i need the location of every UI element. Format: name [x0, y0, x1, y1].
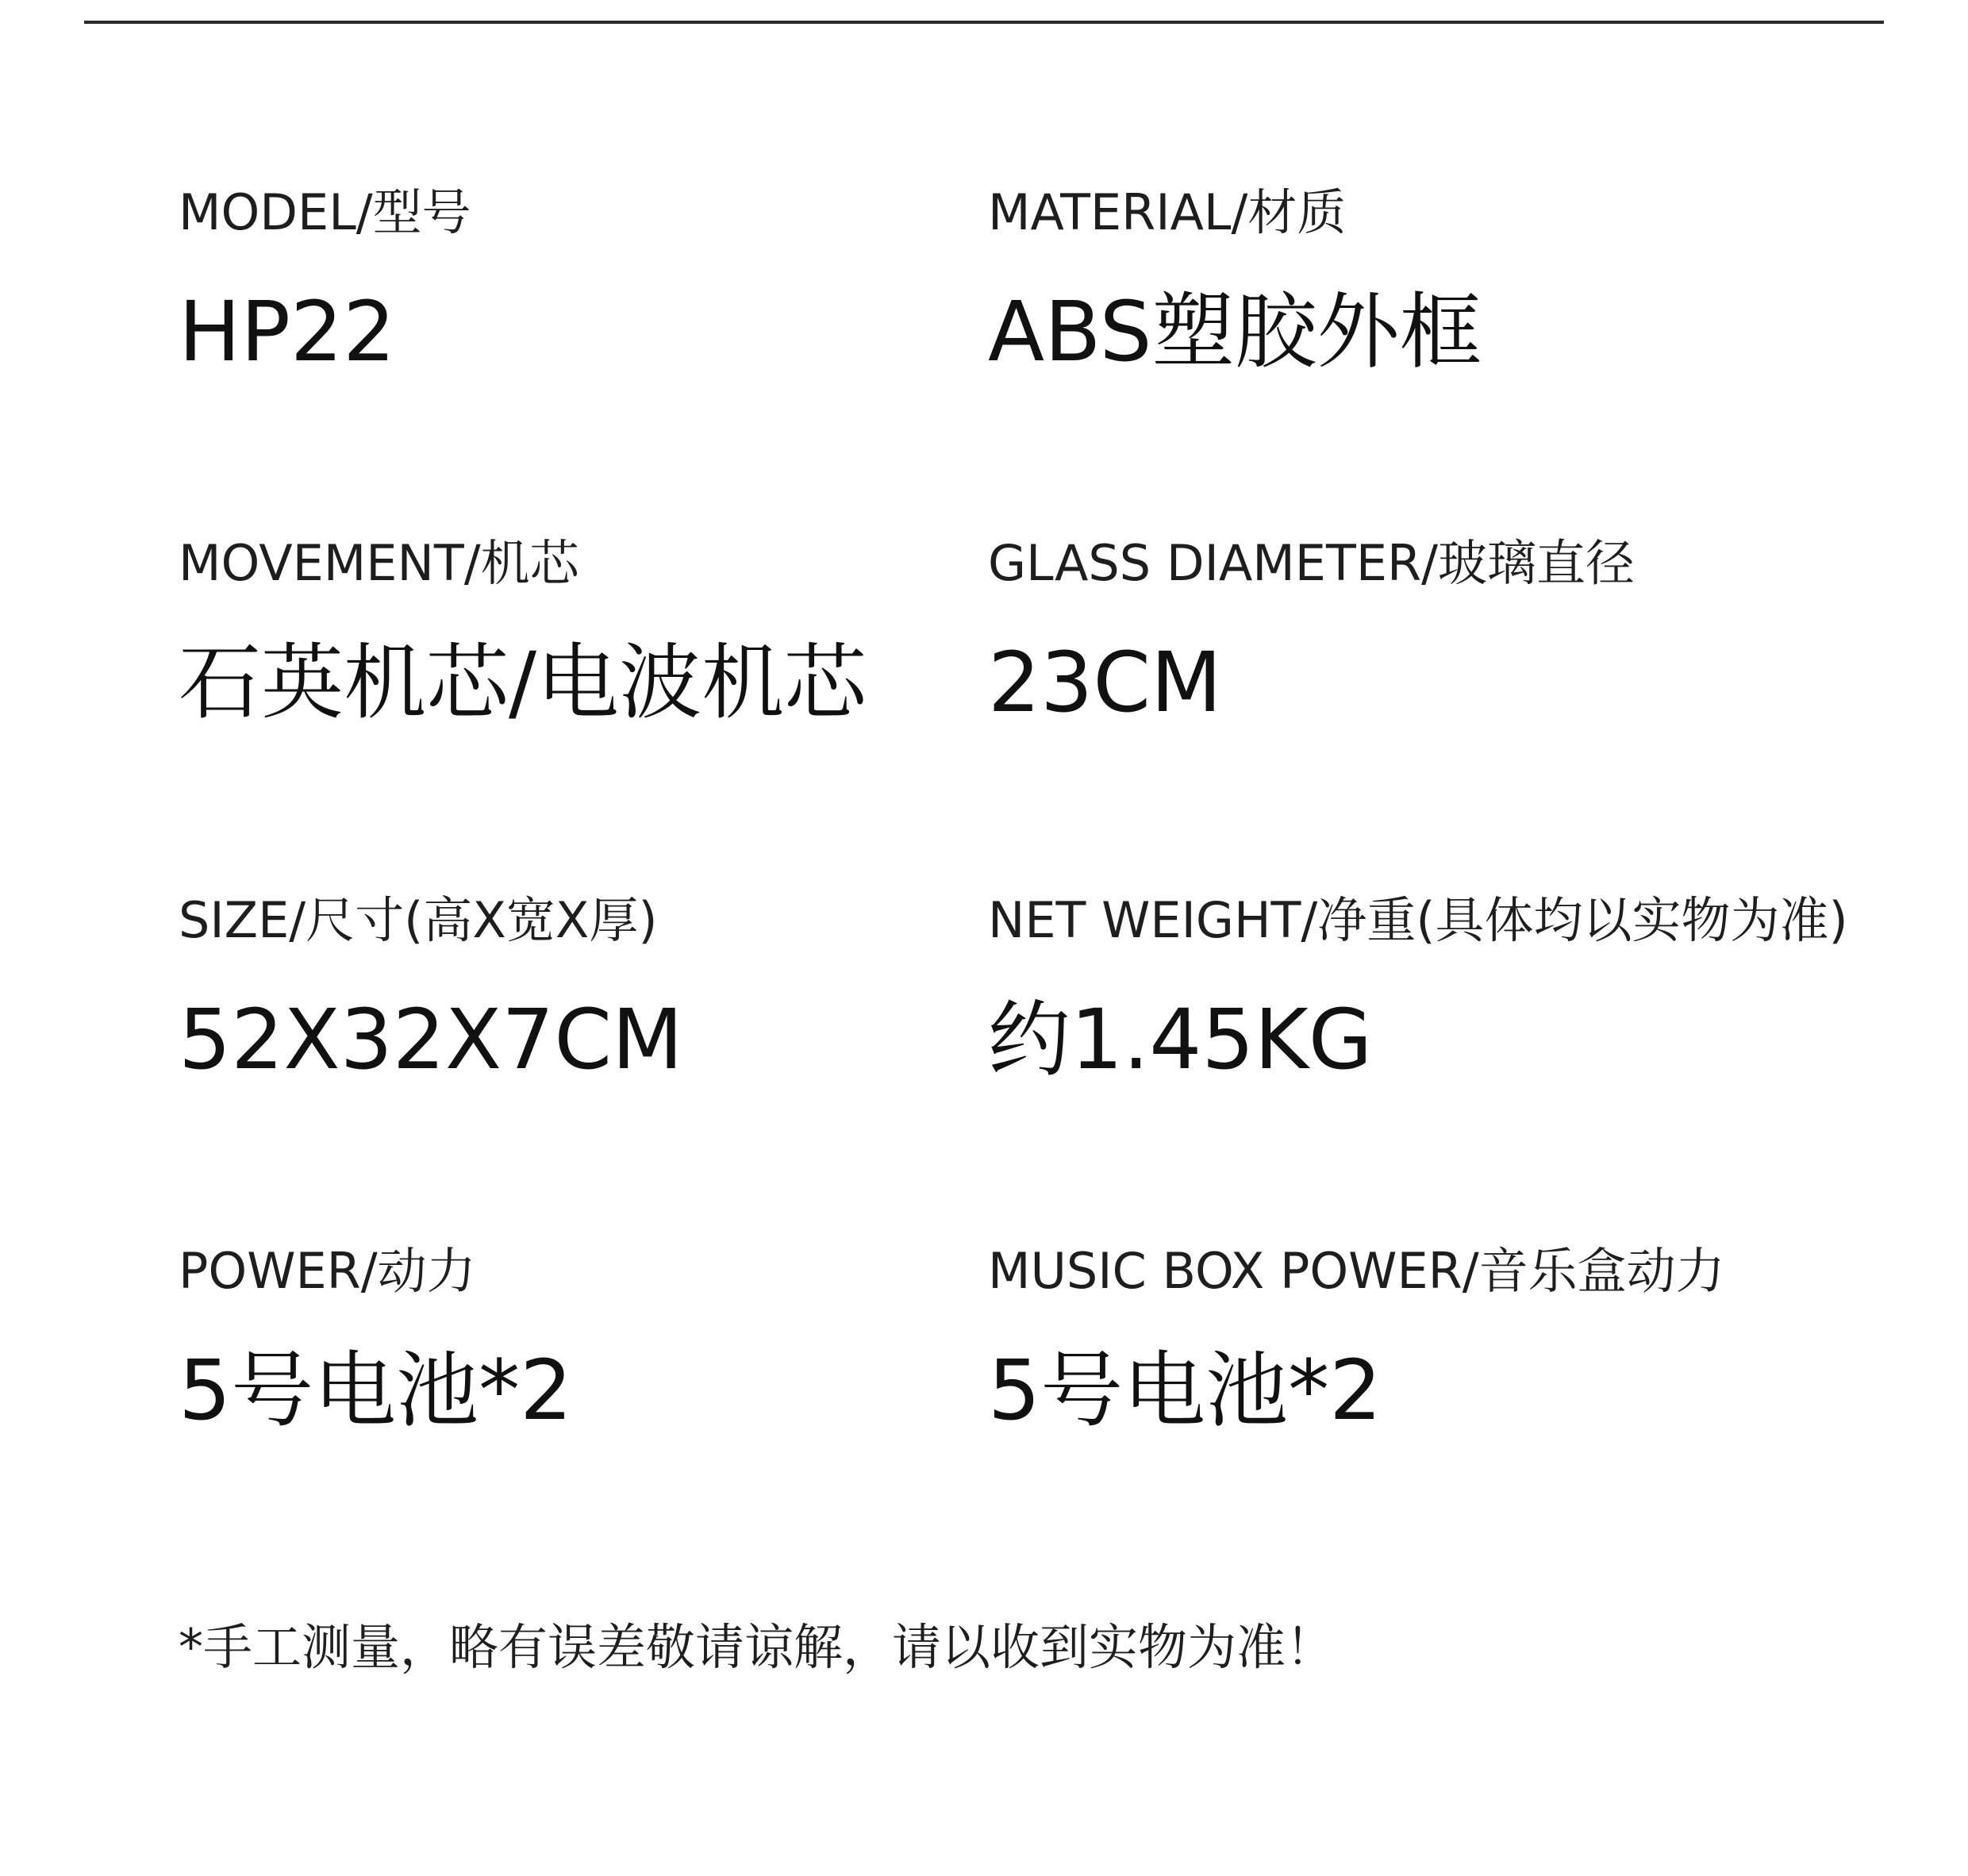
spec-glass-diameter [988, 533, 1782, 730]
spec-label: MODEL/型号 [179, 183, 471, 241]
spec-label: MUSIC BOX POWER/音乐盒动力 [988, 1242, 1725, 1300]
spec-net-weight [988, 890, 1848, 1088]
spec-label: POWER/动力 [179, 1242, 476, 1300]
spec-label: MATERIAL/材质 [988, 183, 1347, 241]
spec-value: HP22 [179, 283, 396, 380]
spec-size [179, 890, 972, 1087]
spec-label: GLASS DIAMETER/玻璃直径 [988, 534, 1635, 592]
spec-label: SIZE/尺寸(高X宽X厚) [179, 891, 658, 949]
spec-value: 石英机芯/电波机芯 [179, 634, 867, 731]
spec-power [179, 1241, 972, 1438]
spec-value: 约1.45KG [988, 991, 1373, 1088]
spec-material [988, 183, 1782, 379]
spec-value: 52X32X7CM [179, 991, 683, 1088]
spec-value: 5号电池*2 [988, 1342, 1382, 1439]
spec-music-box-power [988, 1241, 1782, 1438]
spec-value: 23CM [988, 634, 1222, 731]
spec-value: ABS塑胶外框 [988, 283, 1482, 380]
spec-movement [179, 533, 972, 730]
spec-value: 5号电池*2 [179, 1342, 573, 1439]
spec-label: NET WEIGHT/净重(具体均以实物为准) [988, 891, 1848, 949]
top-divider [84, 21, 1884, 24]
spec-model [179, 183, 972, 379]
spec-label: MOVEMENT/机芯 [179, 534, 579, 592]
measurement-footnote: *手工测量，略有误差敬请谅解，请以收到实物为准！ [179, 1618, 1336, 1676]
